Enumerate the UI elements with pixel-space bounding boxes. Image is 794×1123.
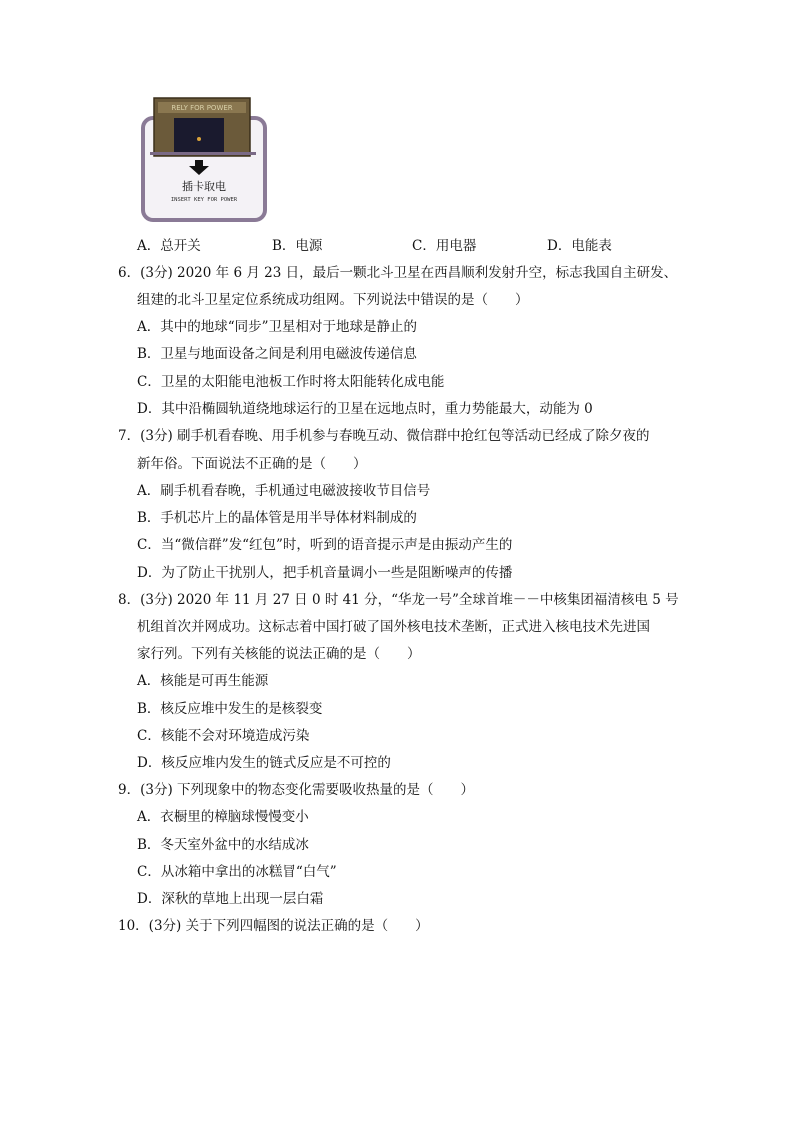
figure-label-cn: 插卡取电 <box>182 180 226 193</box>
q9-stem-line1: 9．(3分) 下列现象中的物态变化需要吸收热量的是（ ） <box>118 782 475 798</box>
card-slot-figure <box>140 96 268 222</box>
q9-option-c: C．从冰箱中拿出的冰糕冒“白气” <box>137 864 337 880</box>
q8-option-b: B．核反应堆中发生的是核裂变 <box>137 701 323 717</box>
q6-stem-line1: 6．(3分) 2020 年 6 月 23 日，最后一颗北斗卫星在西昌顺利发射升空，标志我国自主研发、 <box>118 265 678 281</box>
q8-stem-line2: 机组首次并网成功。这标志着中国打破了国外核电技术垄断，正式进入核电技术先进国 <box>137 619 650 635</box>
q7-option-a: A．刷手机看春晚，手机通过电磁波接收节目信号 <box>137 483 431 499</box>
q6-stem-line2: 组建的北斗卫星定位系统成功组网。下列说法中错误的是（ ） <box>137 292 529 308</box>
q8-option-a: A．核能是可再生能源 <box>137 673 269 689</box>
q6-option-a: A．其中的地球“同步”卫星相对于地球是静止的 <box>137 319 418 335</box>
q5-option-c: C．用电器 <box>412 238 477 254</box>
q9-option-a: A．衣橱里的樟脑球慢慢变小 <box>137 809 309 825</box>
card-slot <box>150 152 256 155</box>
figure-label-en: INSERT KEY FOR POWER <box>170 197 238 203</box>
q6-option-d: D．其中沿椭圆轨道绕地球运行的卫星在远地点时，重力势能最大，动能为 0 <box>137 401 593 417</box>
q7-stem-line1: 7．(3分) 刷手机看春晚、用手机参与春晚互动、微信群中抢红包等活动已经成了除夕夜的 <box>118 428 650 444</box>
q8-option-c: C．核能不会对环境造成污染 <box>137 728 310 744</box>
q7-option-c: C．当“微信群”发“红包”时，听到的语音提示声是由振动产生的 <box>137 537 513 553</box>
q10-stem-line1: 10．(3分) 关于下列四幅图的说法正确的是（ ） <box>118 918 429 934</box>
q5-option-a: A．总开关 <box>137 238 201 254</box>
q6-option-b: B．卫星与地面设备之间是利用电磁波传递信息 <box>137 346 417 362</box>
card-slot-illustration <box>140 96 268 222</box>
q7-option-d: D．为了防止干扰别人，把手机音量调小一些是阻断噪声的传播 <box>137 565 513 581</box>
indicator-light <box>197 137 201 141</box>
q8-stem-line3: 家行列。下列有关核能的说法正确的是（ ） <box>137 646 421 662</box>
q7-stem-line2: 新年俗。下面说法不正确的是（ ） <box>137 456 367 472</box>
q9-option-b: B．冬天室外盆中的水结成冰 <box>137 837 309 853</box>
q5-option-d: D．电能表 <box>547 238 612 254</box>
key-card-text: RELY FOR POWER <box>171 104 233 112</box>
q9-option-d: D．深秋的草地上出现一层白霜 <box>137 891 324 907</box>
q8-stem-line1: 8．(3分) 2020 年 11 月 27 日 0 时 41 分，“华龙一号”全球首堆－－中核集团福清核电 5 号 <box>118 592 679 608</box>
q5-option-b: B．电源 <box>272 238 323 254</box>
key-card-window <box>174 118 224 152</box>
q8-option-d: D．核反应堆内发生的链式反应是不可控的 <box>137 755 391 771</box>
q6-option-c: C．卫星的太阳能电池板工作时将太阳能转化成电能 <box>137 374 445 390</box>
q7-option-b: B．手机芯片上的晶体管是用半导体材料制成的 <box>137 510 417 526</box>
